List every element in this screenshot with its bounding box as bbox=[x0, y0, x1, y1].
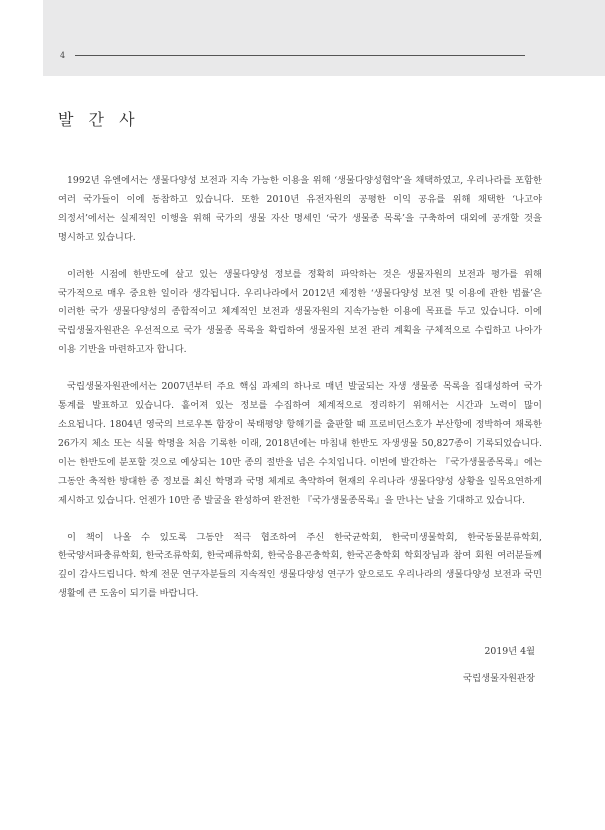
paragraph-4: 이 책이 나올 수 있도록 그동안 적극 협조하여 주신 한국균학회, 한국미생물학회, 한국동물분류학회, 한국양서파충류학회, 한국조류학회, 한국패류학회, 한국응용곤충학회, 한국곤충학회 학회장님과 참여 회원 여러분들께 깊이 감사드립니다. 학계 전문 연구자분들의 지속적인 생물다양성 연구가 앞으로도 우리나라의 생물다양성 보전과 국민 생활에 큰 도움이 되기를 바랍니다. bbox=[58, 531, 542, 600]
publication-date: 2019년 4월 bbox=[484, 646, 535, 657]
foreword-body bbox=[58, 172, 542, 622]
header-rule bbox=[75, 55, 525, 56]
signature: 국립생물자원관장 bbox=[463, 673, 535, 684]
header-band bbox=[43, 0, 605, 76]
paragraph-3: 국립생물자원관에서는 2007년부터 주요 핵심 과제의 하나로 매년 발굴되는 자생 생물종 목록을 집대성하여 국가 통계를 발표하고 있습니다. 흩어져 있는 정보를 수집하여 체계적으로 정리하기 위해서는 시간과 노력이 많이 소요됩니다. 1804년 영국의 브로우톤 함장이 북태평양 항해기를 출판할 때 프로비던스호가 부산항에 정박하여 채록한 26가지 체소 또는 식물 학명을 처음 기록한 이래, 2018년에는 마침내 한반도 자생생물 50,827종이 기록되었습니다. 이는 한반도에 분포할 것으로 예상되는 10만 종의 절반을 넘은 수치입니다. 이번에 발간하는 『국가생물종목록』에는 그동안 축적한 방대한 종 정보를 최신 학명과 국명 체계로 축약하여 현재의 우리나라 생물다양성 상황을 일목요연하게 제시하고 있습니다. 언젠가 10만 종 발굴을 완성하여 완전한 『국가생물종목록』을 만나는 날을 기대하고 있습니다. bbox=[58, 381, 542, 506]
paragraph-2: 이러한 시점에 한반도에 살고 있는 생물다양성 정보를 정확히 파악하는 것은 생물자원의 보전과 평가를 위해 국가적으로 매우 중요한 일이라 생각됩니다. 우리나라에서 2012년 제정한 ‘생물다양성 보전 및 이용에 관한 법률’은 이러한 국가 생물다양성의 종합적이고 체계적인 보전과 생물자원의 지속가능한 이용에 목표를 두고 있습니다. 이에 국립생물자원관은 우선적으로 국가 생물종 목록을 확립하여 생물자원 보전 관리 계획을 구체적으로 수립하고 나아가 이용 기반을 마련하고자 합니다. bbox=[58, 268, 542, 356]
page-title: 발 간 사 bbox=[58, 109, 140, 129]
page-number: 4 bbox=[60, 51, 66, 60]
paragraph-1: 1992년 유엔에서는 생물다양성 보전과 지속 가능한 이용을 위해 ‘생물다양성협약’을 채택하였고, 우리나라를 포함한 여러 국가들이 이에 동참하고 있습니다. 또한 2010년 유전자원의 공평한 이익 공유를 위해 채택한 ‘나고야 의정서’에서는 실제적인 이행을 위해 국가의 생물 자산 명세인 ‘국가 생물종 목록’을 구축하여 대외에 공개할 것을 명시하고 있습니다. bbox=[58, 175, 542, 243]
